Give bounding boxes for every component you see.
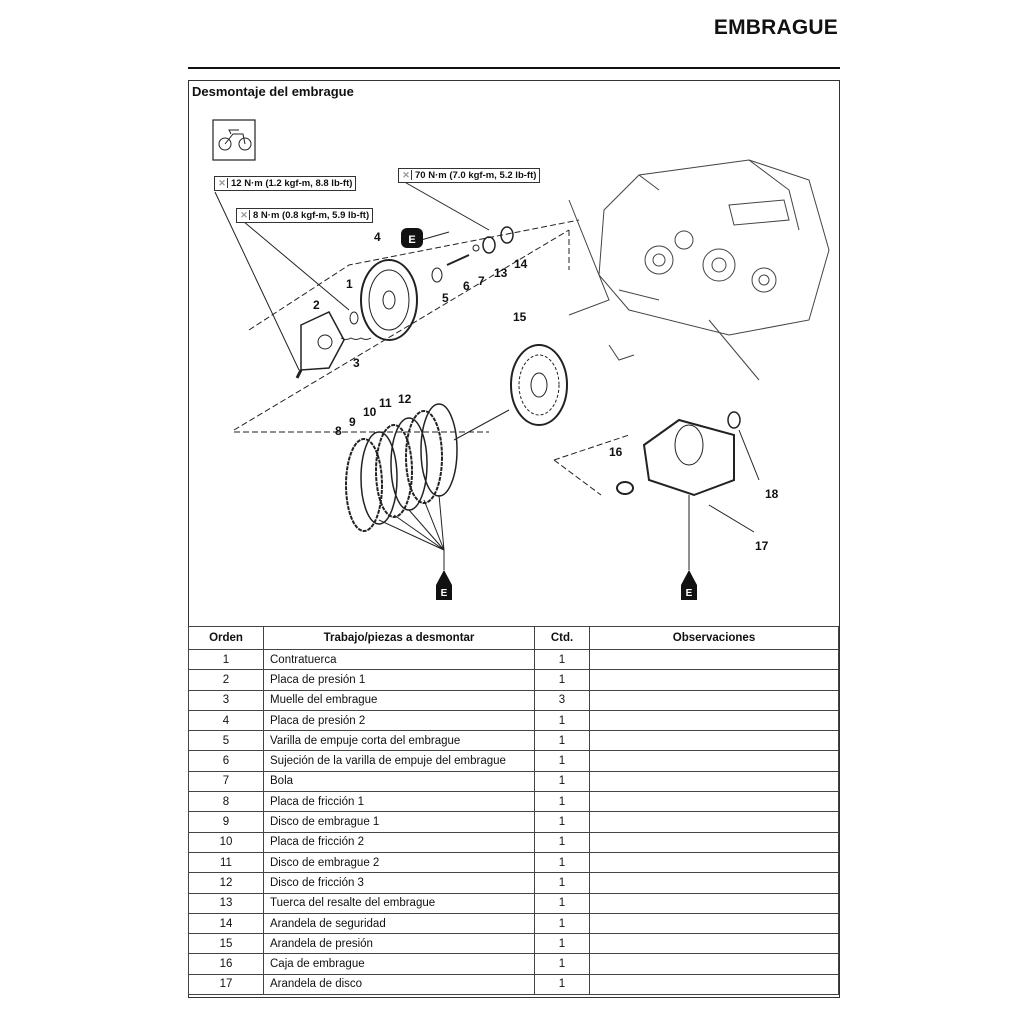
- cell-part: Tuerca del resalte del embrague: [264, 893, 535, 913]
- cell-order: 13: [189, 893, 264, 913]
- table-row: [189, 731, 839, 751]
- cell-order: 9: [189, 812, 264, 832]
- cell-obs: [590, 670, 839, 690]
- table-row: [189, 650, 839, 670]
- cell-order: 5: [189, 731, 264, 751]
- cell-order: 8: [189, 792, 264, 812]
- torque-value: 8 N·m (0.8 kgf-m, 5.9 lb-ft): [253, 210, 370, 221]
- cell-qty: 1: [535, 934, 590, 954]
- cell-obs: [590, 690, 839, 710]
- cell-qty: 1: [535, 731, 590, 751]
- cell-obs: [590, 650, 839, 670]
- cell-part: Placa de presión 2: [264, 710, 535, 730]
- cell-order: 4: [189, 710, 264, 730]
- cell-order: 10: [189, 832, 264, 852]
- table-row: [189, 710, 839, 730]
- torque-wrench-icon: ✕: [239, 210, 250, 220]
- cell-obs: [590, 873, 839, 893]
- cell-obs: [590, 751, 839, 771]
- motorcycle-icon: [213, 120, 255, 160]
- cell-obs: [590, 812, 839, 832]
- cell-qty: 3: [535, 690, 590, 710]
- callout-7: 7: [478, 274, 485, 288]
- callout-11: 11: [379, 396, 392, 410]
- table-row: [189, 873, 839, 893]
- cell-order: 15: [189, 934, 264, 954]
- cell-part: Placa de fricción 2: [264, 832, 535, 852]
- cell-qty: 1: [535, 812, 590, 832]
- torque-spec-12nm: [214, 176, 356, 191]
- clutch-housing: [644, 420, 734, 495]
- table-row: [189, 832, 839, 852]
- page-title: EMBRAGUE: [713, 16, 838, 39]
- callout-10: 10: [363, 405, 377, 419]
- cell-part: Placa de fricción 1: [264, 792, 535, 812]
- cell-part: Placa de presión 1: [264, 670, 535, 690]
- callout-15: 15: [513, 310, 527, 324]
- callout-14: 14: [514, 257, 528, 271]
- callout-8: 8: [335, 424, 342, 438]
- cell-part: Muelle del embrague: [264, 690, 535, 710]
- cell-obs: [590, 731, 839, 751]
- table-row: [189, 751, 839, 771]
- cell-order: 3: [189, 690, 264, 710]
- cell-order: 16: [189, 954, 264, 974]
- table-row: [189, 771, 839, 791]
- cell-order: 2: [189, 670, 264, 690]
- cell-qty: 1: [535, 751, 590, 771]
- oil-icon: [401, 228, 697, 600]
- callout-16: 16: [609, 445, 623, 459]
- cell-qty: 1: [535, 771, 590, 791]
- cell-qty: 1: [535, 954, 590, 974]
- cell-obs: [590, 710, 839, 730]
- cell-part: Arandela de presión: [264, 934, 535, 954]
- header-qty: Ctd.: [535, 627, 590, 650]
- cell-order: 12: [189, 873, 264, 893]
- table-row: [189, 954, 839, 974]
- cell-part: Sujeción de la varilla de empuje del embrague: [264, 751, 535, 771]
- cell-qty: 1: [535, 650, 590, 670]
- torque-wrench-icon: ✕: [217, 178, 228, 188]
- header-part: Trabajo/piezas a desmontar: [264, 627, 535, 650]
- cell-order: 14: [189, 913, 264, 933]
- cell-part: Disco de fricción 3: [264, 873, 535, 893]
- cell-obs: [590, 954, 839, 974]
- title-rule: [188, 67, 840, 69]
- cell-order: 1: [189, 650, 264, 670]
- table-row: [189, 934, 839, 954]
- callout-18: 18: [765, 487, 779, 501]
- cell-qty: 1: [535, 913, 590, 933]
- cell-qty: 1: [535, 710, 590, 730]
- callout-6: 6: [463, 279, 470, 293]
- callout-2: 2: [313, 298, 320, 312]
- cell-qty: 1: [535, 974, 590, 994]
- cell-part: Caja de embrague: [264, 954, 535, 974]
- svg-text:E: E: [440, 588, 448, 599]
- cell-part: Arandela de disco: [264, 974, 535, 994]
- cell-qty: 1: [535, 670, 590, 690]
- cell-qty: 1: [535, 852, 590, 872]
- cell-part: Disco de embrague 1: [264, 812, 535, 832]
- section-heading: Desmontaje del embrague: [192, 84, 354, 99]
- torque-spec-8nm: [236, 208, 373, 223]
- engine-illustration: [569, 160, 829, 380]
- table-row: [189, 974, 839, 994]
- callout-5: 5: [442, 291, 449, 305]
- cell-part: Bola: [264, 771, 535, 791]
- callout-17: 17: [755, 539, 769, 553]
- callout-9: 9: [349, 415, 356, 429]
- cell-obs: [590, 893, 839, 913]
- torque-value: 70 N·m (7.0 kgf-m, 5.2 lb-ft): [415, 170, 537, 181]
- cell-part: Arandela de seguridad: [264, 913, 535, 933]
- svg-text:E: E: [408, 234, 416, 246]
- cell-part: Contratuerca: [264, 650, 535, 670]
- cell-order: 6: [189, 751, 264, 771]
- header-order: Orden: [189, 627, 264, 650]
- cell-obs: [590, 792, 839, 812]
- table-header-row: [189, 627, 839, 650]
- cell-obs: [590, 771, 839, 791]
- cell-order: 17: [189, 974, 264, 994]
- header-observations: Observaciones: [590, 627, 839, 650]
- table-row: [189, 670, 839, 690]
- callout-1: 1: [346, 277, 353, 291]
- cell-part: Disco de embrague 2: [264, 852, 535, 872]
- table-row: [189, 893, 839, 913]
- callout-3: 3: [353, 356, 360, 370]
- torque-wrench-icon: ✕: [401, 170, 412, 180]
- cell-part: Varilla de empuje corta del embrague: [264, 731, 535, 751]
- cell-qty: 1: [535, 832, 590, 852]
- cell-qty: 1: [535, 792, 590, 812]
- callout-13: 13: [494, 266, 508, 280]
- callout-12: 12: [398, 392, 412, 406]
- svg-text:E: E: [685, 588, 693, 599]
- cell-obs: [590, 974, 839, 994]
- disassembly-table: [188, 626, 839, 995]
- table-row: [189, 690, 839, 710]
- table-row: [189, 852, 839, 872]
- torque-spec-70nm: [398, 168, 540, 183]
- torque-value: 12 N·m (1.2 kgf-m, 8.8 lb-ft): [231, 178, 353, 189]
- cell-qty: 1: [535, 893, 590, 913]
- table-row: [189, 812, 839, 832]
- cell-obs: [590, 934, 839, 954]
- table-row: [189, 913, 839, 933]
- cell-order: 11: [189, 852, 264, 872]
- table-row: [189, 792, 839, 812]
- cell-qty: 1: [535, 873, 590, 893]
- cell-obs: [590, 832, 839, 852]
- callout-4: 4: [374, 230, 381, 244]
- cell-obs: [590, 913, 839, 933]
- cell-obs: [590, 852, 839, 872]
- cell-order: 7: [189, 771, 264, 791]
- pressure-plate-1: [301, 312, 344, 370]
